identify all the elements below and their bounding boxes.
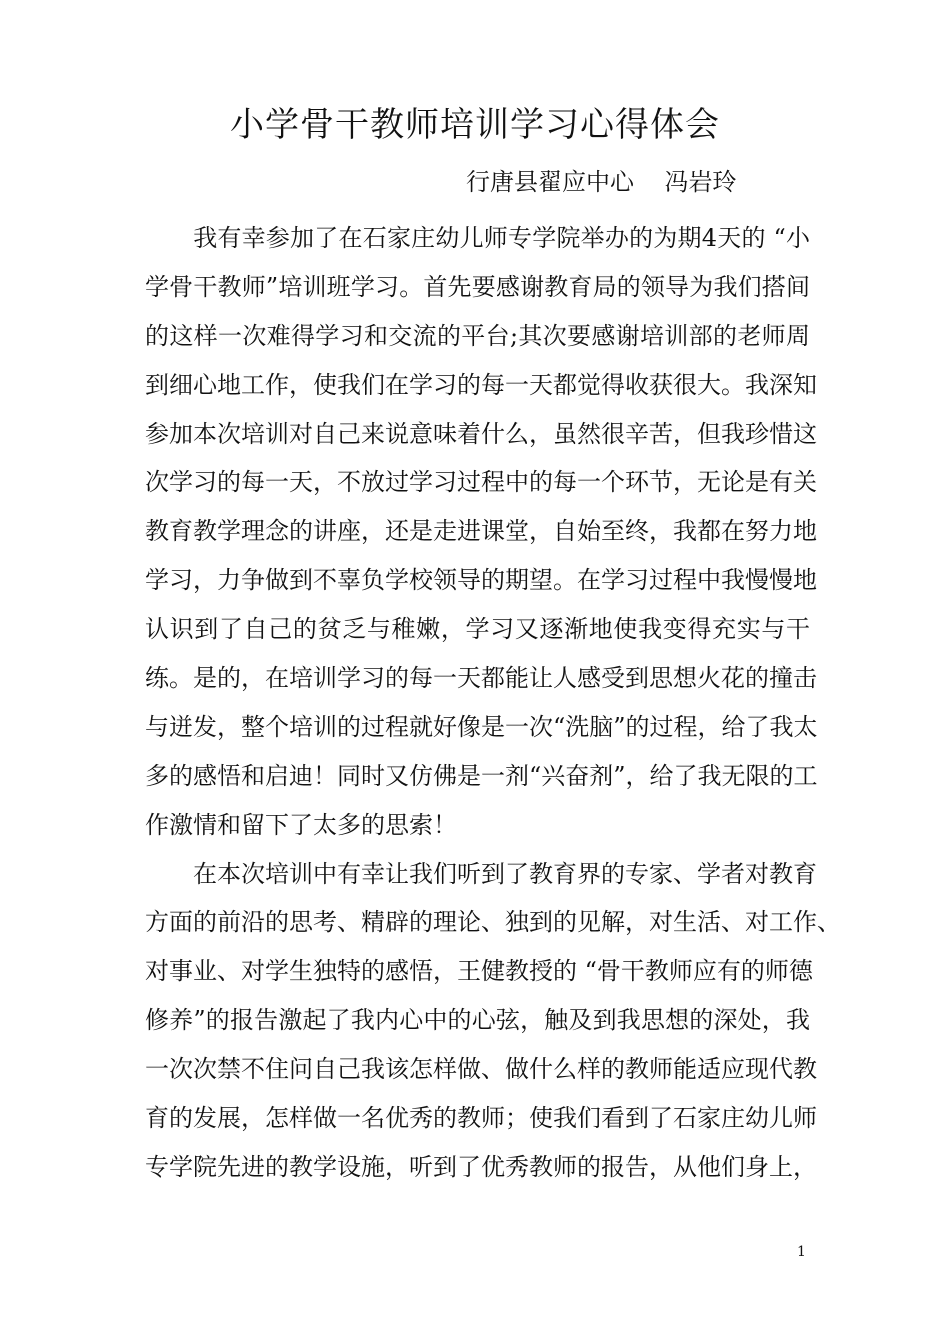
text-line: 育的发展，怎样做一名优秀的教师；使我们看到了石家庄幼儿师 [145, 1104, 817, 1133]
text-line: 一次次禁不住问自己我该怎样做、做什么样的教师能适应现代教 [145, 1055, 817, 1084]
text-line: 我有幸参加了在石家庄幼儿师专学院举办的为期4天的 “小 [193, 224, 810, 252]
text-line: 学习，力争做到不辜负学校领导的期望。在学习过程中我慢慢地 [145, 566, 817, 595]
document-body [145, 214, 841, 1192]
text-line: 次学习的每一天，不放过学习过程中的每一个环节，无论是有关 [145, 468, 817, 497]
text-line: 到细心地工作，使我们在学习的每一天都觉得收获很大。我深知 [145, 370, 817, 399]
page-number: 1 [797, 1244, 806, 1260]
text-line: 专学院先进的教学设施，听到了优秀教师的报告，从他们身上， [145, 1152, 817, 1181]
text-line: 教育教学理念的讲座，还是走进课堂，自始至终，我都在努力地 [145, 517, 817, 546]
text-line: 与迸发，整个培训的过程就好像是一次“洗脑”的过程，给了我太 [145, 712, 818, 741]
text-line: 方面的前沿的思考、精辟的理论、独到的见解，对生活、对工作、 [145, 908, 841, 937]
text-line: 参加本次培训对自己来说意味着什么，虽然很辛苦，但我珍惜这 [145, 419, 817, 448]
paragraph-2 [145, 850, 841, 1192]
text-line: 修养”的报告激起了我内心中的心弦，触及到我思想的深处，我 [145, 1006, 810, 1035]
text-line: 学骨干教师”培训班学习。首先要感谢教育局的领导为我们搭间 [145, 272, 810, 301]
text-line: 认识到了自己的贫乏与稚嫩，学习又逐渐地使我变得充实与干 [145, 615, 810, 644]
text-line: 练。是的，在培训学习的每一天都能让人感受到思想火花的撞击 [145, 664, 817, 693]
text-line: 多的感悟和启迪！同时又仿佛是一剂“兴奋剂”，给了我无限的工 [145, 761, 818, 790]
author-byline: 行唐县翟应中心 冯岩玲 [466, 168, 737, 196]
text-line: 在本次培训中有幸让我们听到了教育界的专家、学者对教育 [193, 859, 817, 888]
document-title: 小学骨干教师培训学习心得体会 [230, 105, 720, 145]
text-line: 的这样一次难得学习和交流的平台;其次要感谢培训部的老师周 [145, 321, 810, 350]
paragraph-1 [145, 214, 818, 850]
text-line: 对事业、对学生独特的感悟，王健教授的 “骨干教师应有的师德 [145, 957, 813, 986]
text-line: 作激情和留下了太多的思索！ [145, 810, 457, 839]
